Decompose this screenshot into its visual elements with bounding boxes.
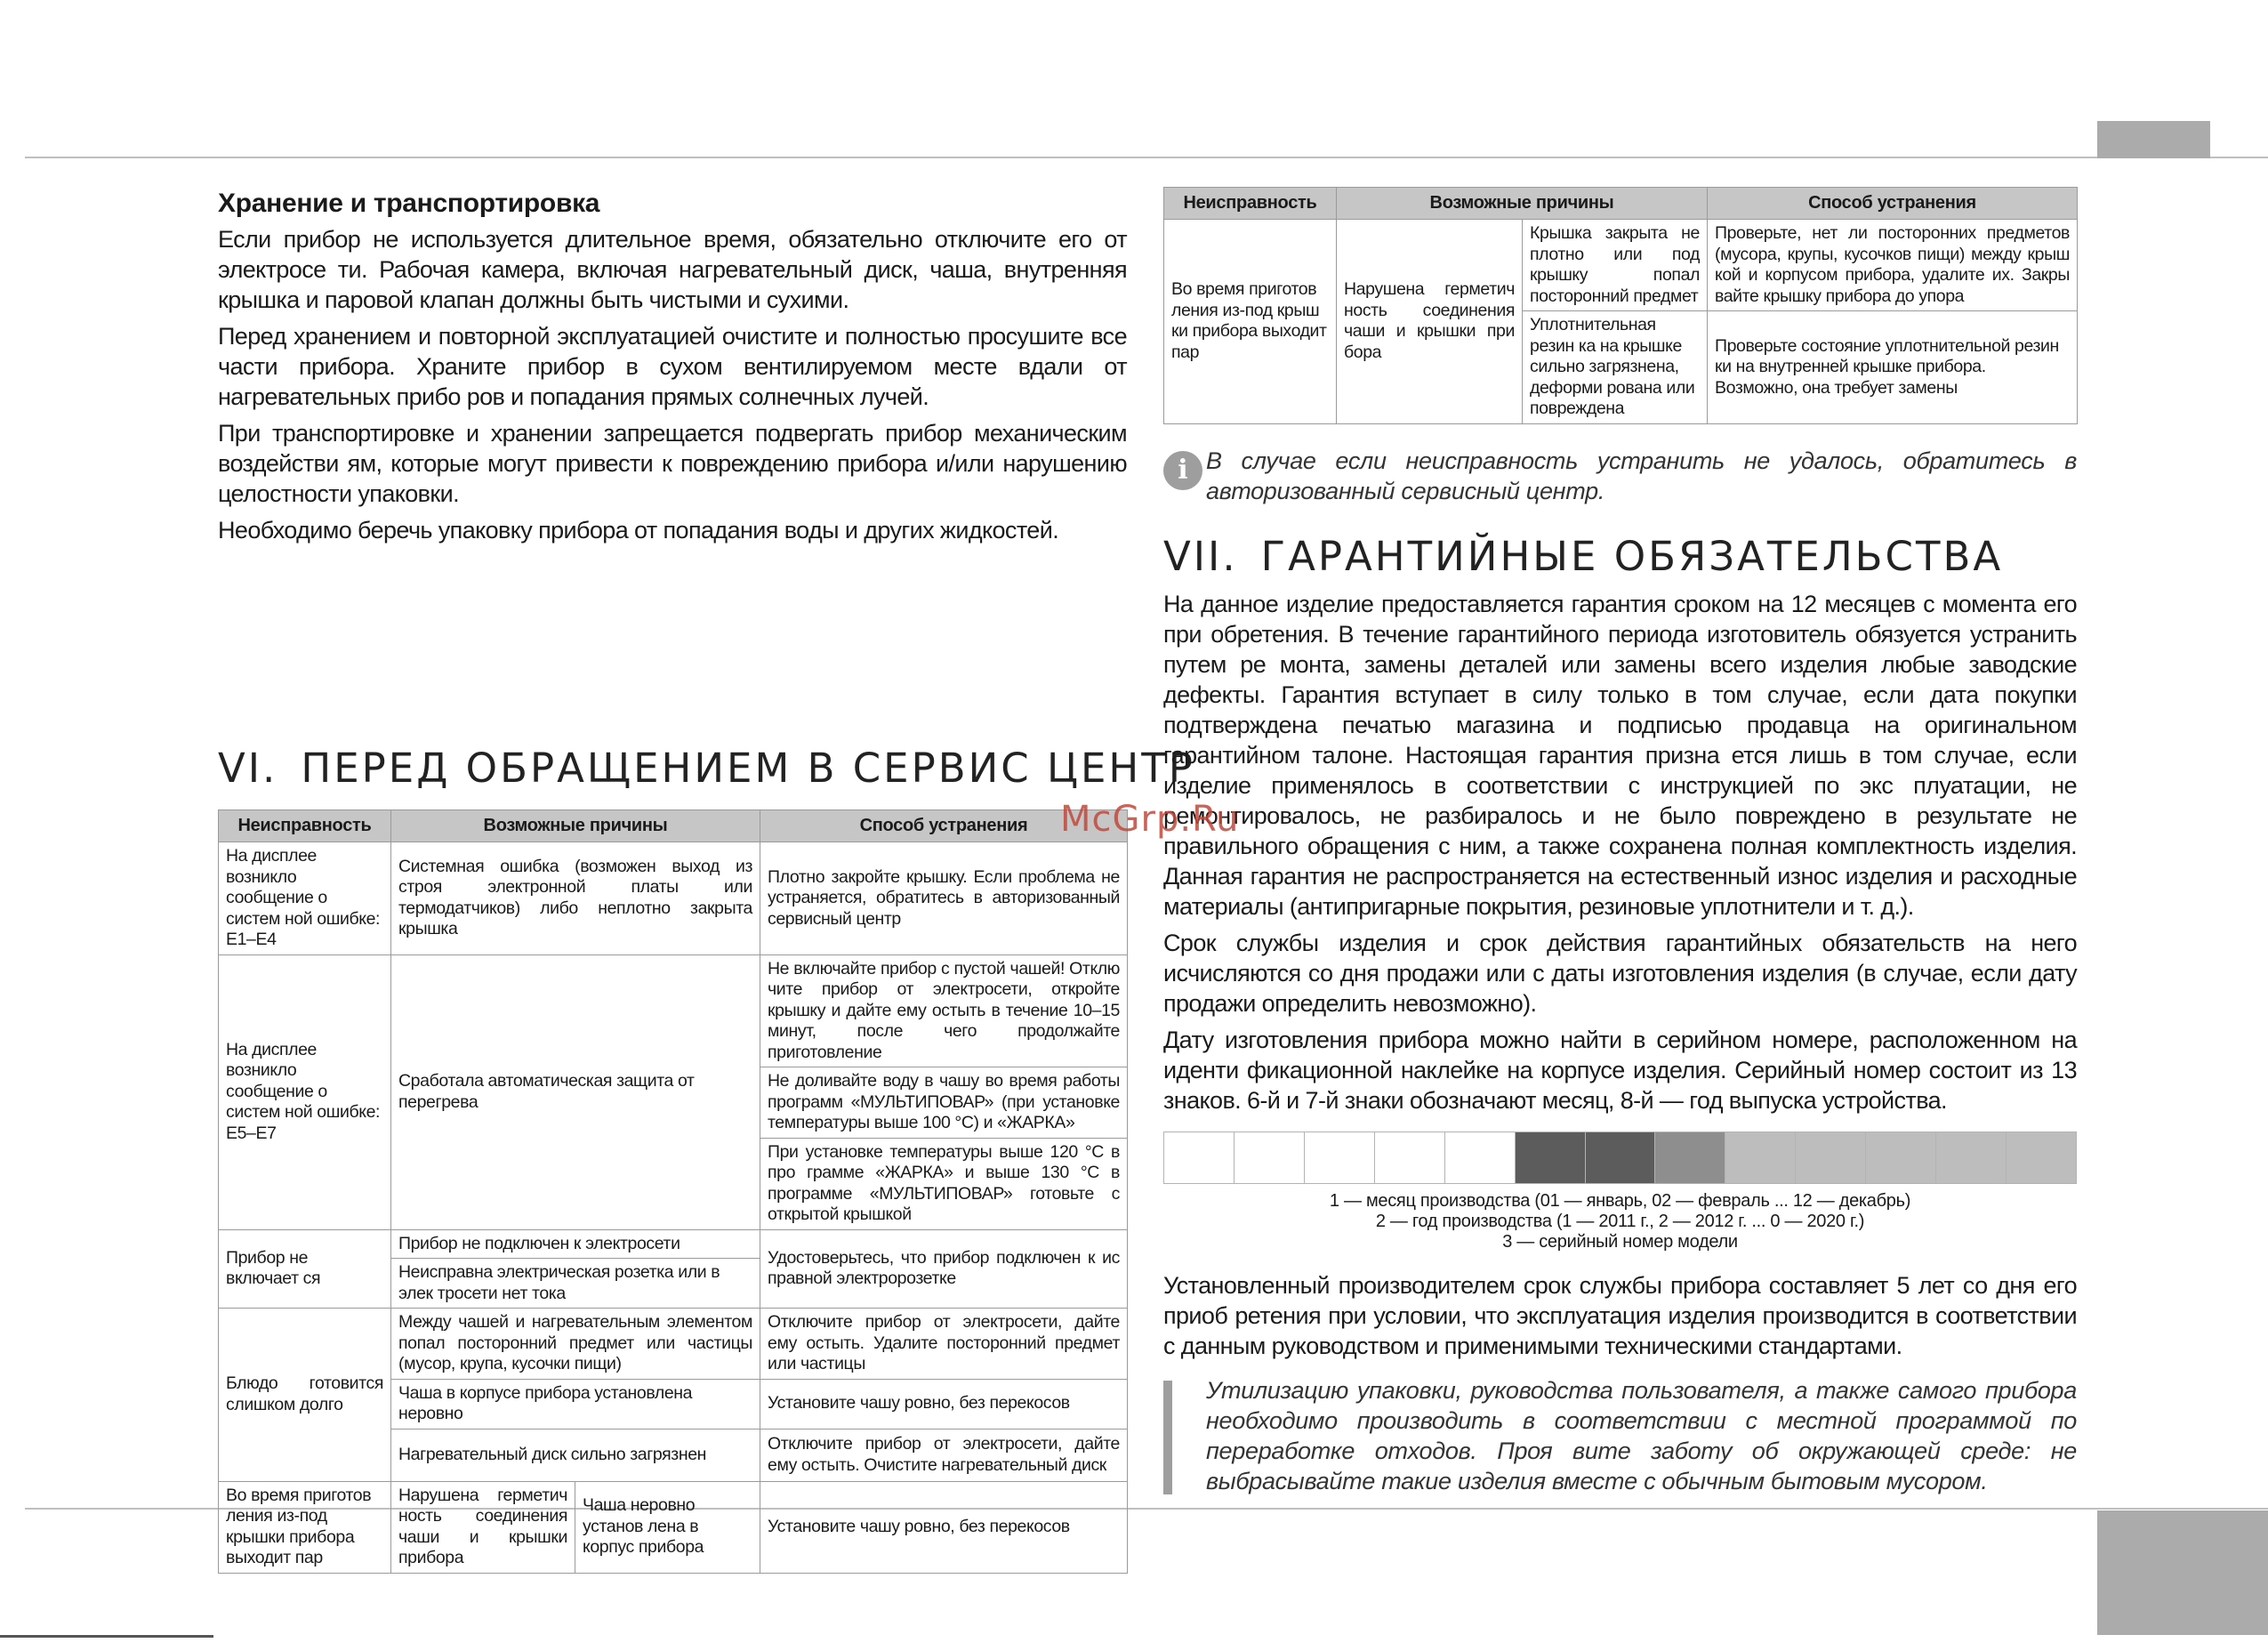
- serial-digit-cell: [1375, 1132, 1445, 1183]
- storage-paragraph-3: При транспортировке и хранении запрещается подвергать прибор механическим воздействи ям, которые могут привести к повреждению прибора и/или нарушению целостности упаковки.: [218, 420, 1127, 507]
- page-number-tab: [2097, 1510, 2268, 1635]
- steam-table: [1163, 187, 2078, 424]
- eco-note: [1163, 1375, 2077, 1496]
- fault-cell: Блюдо готовится слишком долго: [219, 1309, 391, 1482]
- section-6-title: [218, 745, 1195, 792]
- serial-model-cell: [2007, 1132, 2076, 1183]
- fix-cell: Удостоверьтесь, что прибор подключен к ис правной электророзетке: [760, 1229, 1128, 1309]
- serial-digit-cell: [1445, 1132, 1516, 1183]
- legend-model: 3 — серийный номер модели: [1502, 1231, 1738, 1252]
- storage-paragraph-4: Необходимо беречь упаковку прибора от попадания воды и других жидкостей.: [218, 517, 1059, 544]
- table-row: [219, 1481, 1128, 1573]
- header-fault: Неисправность: [219, 810, 391, 842]
- info-note: [1163, 446, 2077, 506]
- storage-heading: Хранение и транспортировка: [218, 189, 600, 218]
- section-7-text: ГАРАНТИЙНЫЕ ОБЯЗАТЕЛЬСТВА: [1260, 532, 2004, 580]
- eco-text: Утилизацию упаковки, руководства пользователя, а также самого прибора необходимо производить в соответствии с местной программой по переработке отходов. Проя вите заботу об окружающей среде: не выбрасывайте такие изделия вместе с обычным бытовым мусором.: [1206, 1376, 2077, 1494]
- serial-month-cell: [1586, 1132, 1656, 1183]
- fix-cell: Плотно закройте крышку. Если проблема не устраняется, обратитесь в авторизованный сервисный центр: [760, 842, 1128, 955]
- sub-cause-cell: Чаша неровно установ лена в корпус прибора: [575, 1481, 760, 1573]
- bottom-stub-line: [0, 1635, 213, 1638]
- fix-cell: Проверьте состояние уплотнительной резин ки на внутренней крышке прибора. Возможно, она требует замены: [1708, 311, 2078, 424]
- fix-cell: Не доливайте воду в чашу во время работы программ «МУЛЬТИПОВАР» (при установке температуры выше 100 °С) и «ЖАРКА»: [760, 1067, 1128, 1139]
- serial-model-cell: [1725, 1132, 1796, 1183]
- section-7-title: [1163, 533, 2077, 580]
- cause-cell: Чаша в корпусе прибора установлена неровно: [391, 1379, 760, 1429]
- header-fault: Неисправность: [1164, 188, 1337, 220]
- sub-cause-cell: Крышка закрыта не плотно или под крышку попал посторонний предмет: [1523, 220, 1708, 311]
- section-6-text: ПЕРЕД ОБРАЩЕНИЕМ В СЕРВИС ЦЕНТР: [301, 745, 1195, 792]
- sub-cause-cell: Уплотнительная резин ка на крышке сильно загрязнена, деформи рована или повреждена: [1523, 311, 1708, 424]
- table-row: [1164, 220, 2078, 311]
- header-fix: Способ устранения: [760, 810, 1128, 842]
- watermark: McGrp.Ru: [1060, 799, 1240, 840]
- cause-cell: Нарушена герметич ность соединения чаши и крышки при бора: [1337, 220, 1523, 424]
- serial-model-cell: [1866, 1132, 1936, 1183]
- fault-cell: Во время приготов ления из-под крышки прибора выходит пар: [219, 1481, 391, 1573]
- warranty-paragraph-1: На данное изделие предоставляется гарантия сроком на 12 месяцев с момента его при обретения. В течение гарантийного периода изготовитель обязуется устранить путем ре монта, замены деталей или замены всего изделия любые заводские дефекты. Гарантия вступает в силу только в том случае, если дата покупки подтверждена печатью магазина и подписью продавца на оригинальном гарантийном талоне. Настоящая гарантия призна ется лишь в том случае, если изделие применялось в соответствии с инструкцией по экс плуатации, не ремонтировалось, не разбиралось и не было повреждено в результате не правильного обращения с ним, а также сохранена полная комплектность изделия. Данная гарантия не распространяется на естественный износ изделия и расходные материалы (антипригарные покрытия, резиновые уплотнители и т. д.).: [1163, 590, 2077, 920]
- header-fix: Способ устранения: [1708, 188, 2078, 220]
- table-header-row: [1164, 188, 2078, 220]
- serial-digit-cell: [1305, 1132, 1375, 1183]
- legend-year: 2 — год производства (1 — 2011 г., 2 — 2012 г. ... 0 — 2020 г.): [1375, 1211, 1865, 1231]
- fix-cell: Установите чашу ровно, без перекосов: [760, 1481, 1128, 1573]
- fix-cell: Не включайте прибор с пустой чашей! Отклю чите прибор от электросети, откройте крышку и дайте ему остыть в течение 10–15 минут, после чего продолжайте приготовление: [760, 954, 1128, 1067]
- fix-cell: Проверьте, нет ли посторонних предметов (мусора, крупы, кусочков пищи) между крыш кой и корпусом прибора, удалите их. Закры вайте крышку прибора до упора: [1708, 220, 2078, 311]
- warranty-paragraph-2: Срок службы изделия и срок действия гарантийных обязательств на него исчисляются со дня продажи или с даты изготовления изделия (в случае, если дату продажи определить невозможно).: [1163, 929, 2077, 1017]
- warranty-paragraph-3: Дату изготовления прибора можно найти в серийном номере, расположенном на иденти фикационной наклейке на корпусе изделия. Серийный номер состоит из 13 знаков. 6-й и 7-й знаки обозначают месяц, 8-й — год выпуска устройства.: [1163, 1026, 2077, 1114]
- service-life-paragraph: Установленный производителем срок службы прибора составляет 5 лет со дня его приоб ретения при условии, что эксплуатация изделия производится в соответствии с данным руководством и применимыми техническими стандартами.: [1163, 1271, 2077, 1359]
- table-row: [219, 954, 1128, 1067]
- table-row: [219, 1309, 1128, 1380]
- serial-digit-cell: [1235, 1132, 1305, 1183]
- troubleshooting-table: [218, 809, 1128, 1574]
- fix-cell: Отключите прибор от электросети, дайте ему остыть. Удалите посторонний предмет или частицы: [760, 1309, 1128, 1380]
- top-rule: [25, 157, 2268, 158]
- serial-year-cell: [1655, 1132, 1725, 1183]
- table-row: [219, 1229, 1128, 1259]
- header-causes: Возможные причины: [1337, 188, 1708, 220]
- cause-cell: Неисправна электрическая розетка или в элек тросети нет тока: [391, 1259, 760, 1309]
- serial-model-cell: [1936, 1132, 2007, 1183]
- fix-cell: Отключите прибор от электросети, дайте ему остыть. Очистите нагревательный диск: [760, 1429, 1128, 1481]
- serial-legend: [1163, 1191, 2077, 1252]
- cause-cell: Прибор не подключен к электросети: [391, 1229, 760, 1259]
- top-page-tab: [2097, 121, 2210, 158]
- storage-paragraph-1: Если прибор не используется длительное время, обязательно отключите его от электросе ти. Рабочая камера, включая нагревательный диск, чаша, внутренняя крышка и паровой клапан должны быть чистыми и сухими.: [218, 226, 1127, 313]
- fix-cell: Установите чашу ровно, без перекосов: [760, 1379, 1128, 1429]
- fault-cell: Прибор не включает ся: [219, 1229, 391, 1309]
- eco-note-bar: [1163, 1381, 1172, 1494]
- cause-cell: Нагревательный диск сильно загрязнен: [391, 1429, 760, 1481]
- cause-cell: Сработала автоматическая защита от перегрева: [391, 954, 760, 1229]
- section-6-number: VI.: [218, 745, 278, 792]
- table-header-row: [219, 810, 1128, 842]
- serial-month-cell: [1516, 1132, 1586, 1183]
- legend-month: 1 — месяц производства (01 — январь, 02 — февраль ... 12 — декабрь): [1329, 1190, 1911, 1211]
- fix-cell: При установке температуры выше 120 °С в про грамме «ЖАРКА» и выше 130 °С в программе «МУЛЬТИПОВАР» готовьте с открытой крышкой: [760, 1138, 1128, 1229]
- storage-paragraph-2: Перед хранением и повторной эксплуатацией очистите и полностью просушите все части прибора. Храните прибор в сухом вентилируемом месте вдали от нагревательных прибо ров и попадания прямых солнечных лучей.: [218, 323, 1127, 410]
- cause-cell: Между чашей и нагревательным элементом попал посторонний предмет или частицы (мусор, крупа, кусочки пищи): [391, 1309, 760, 1380]
- info-icon: i: [1163, 451, 1202, 490]
- fault-cell: Во время приготов ления из-под крыш ки прибора выходит пар: [1164, 220, 1337, 424]
- serial-digit-cell: [1164, 1132, 1235, 1183]
- serial-number-diagram: [1163, 1132, 2077, 1184]
- table-row: [219, 842, 1128, 955]
- section-7-number: VII.: [1163, 532, 1238, 580]
- cause-cell: Системная ошибка (возможен выход из строя электронной платы или термодатчиков) либо неплотно закрыта крышка: [391, 842, 760, 955]
- serial-model-cell: [1796, 1132, 1866, 1183]
- fault-cell: На дисплее возникло сообщение о систем ной ошибке: E1–E4: [219, 842, 391, 955]
- cause-cell: Нарушена герметич ность соединения чаши и крышки прибора: [391, 1481, 575, 1573]
- header-causes: Возможные причины: [391, 810, 760, 842]
- right-column: [1163, 187, 2077, 1496]
- info-text: В случае если неисправность устранить не удалось, обратитесь в авторизованный сервисный центр.: [1206, 447, 2077, 504]
- fault-cell: На дисплее возникло сообщение о систем ной ошибке: E5–E7: [219, 954, 391, 1229]
